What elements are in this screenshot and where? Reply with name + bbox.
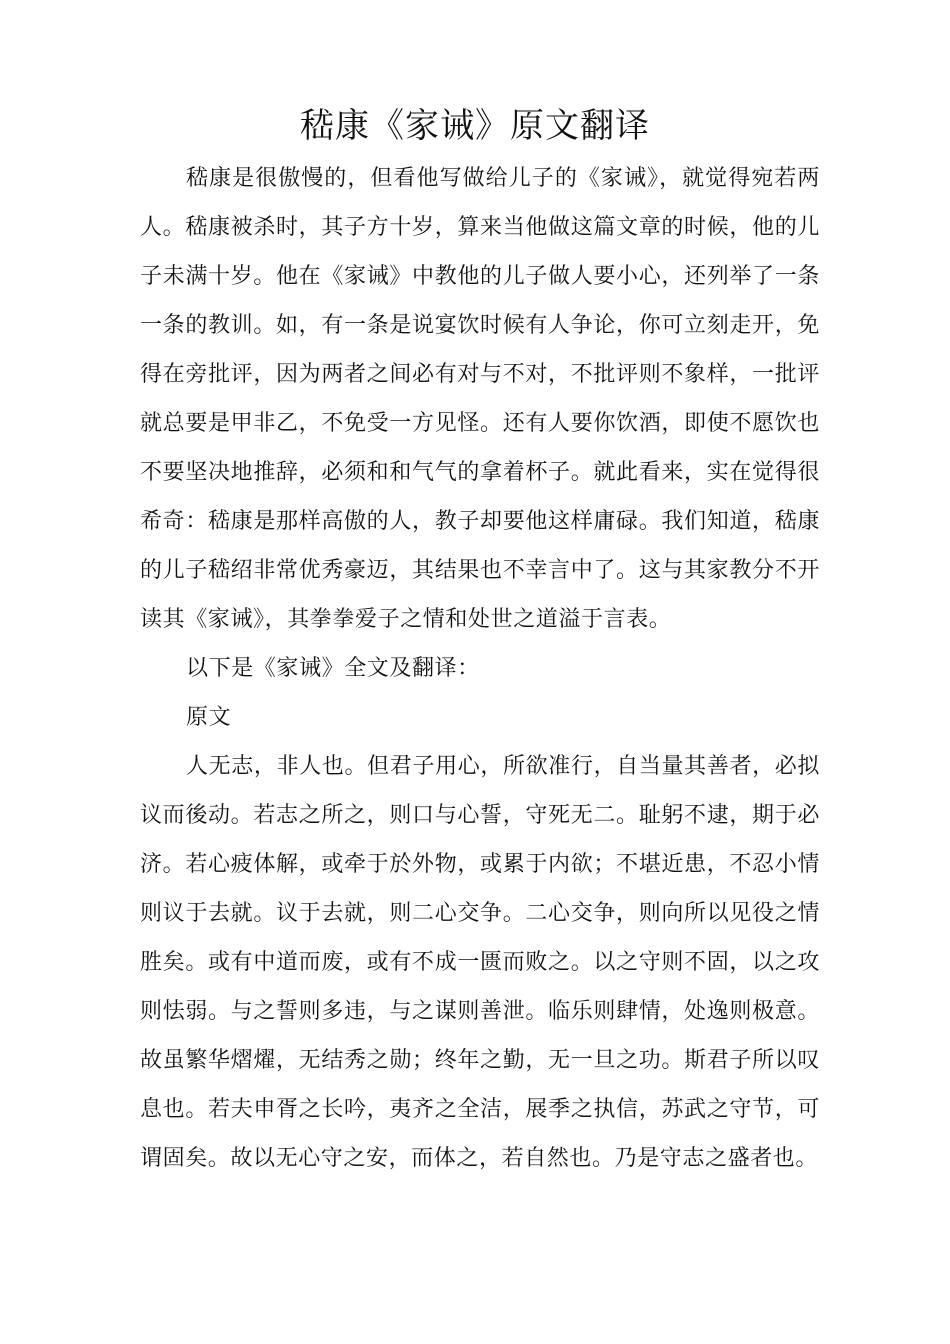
intro-paragraph: 嵇康是很傲慢的，但看他写做给儿子的《家诫》，就觉得宛若两人。嵇康被杀时，其子方十岁，算来当他做这篇文章的时候，他的儿子未满十岁。他在《家诫》中教他的儿子做人要小心，还列举了一条一条的教训。如，有一条是说宴饮时候有人争论，你可立刻走开，免得在旁批评，因为两者之间必有对与不对，不批评则不象样，一批评就总要是甲非乙，不免受一方见怪。还有人要你饮酒，即使不愿饮也不要坚决地推辞，必须和和气气的拿着杯子。就此看来，实在觉得很希奇：嵇康是那样高傲的人，教子却要他这样庸碌。我们知道，嵇康的儿子嵇绍非常优秀豪迈，其结果也不幸言中了。这与其家教分不开读其《家诫》，其拳拳爱子之情和处世之道溢于言表。: [140, 166, 820, 632]
original-text-paragraph: 人无志，非人也。但君子用心，所欲准行，自当量其善者，必拟议而後动。若志之所之，则口与心誓，守死无二。耻躬不逮，期于必济。若心疲体解，或牵于於外物，或累于内欲；不堪近患，不忍小情则议于去就。议于去就，则二心交争。二心交争，则向所以见役之情胜矣。或有中道而废，或有不成一匮而败之。以之守则不固，以之攻则怯弱。与之誓则多违，与之谋则善泄。临乐则肆情，处逸则极意。故虽繁华熠燿，无结秀之勋；终年之勤，无一旦之功。斯君子所以叹息也。若夫申胥之长吟，夷齐之全洁，展季之执信，苏武之守节，可谓固矣。故以无心守之安，而体之，若自然也。乃是守志之盛者也。: [140, 754, 820, 1171]
document-body: [140, 154, 820, 1183]
translation-heading-line: 以下是《家诫》全文及翻译：: [186, 656, 480, 681]
document-title: 嵇康《家诫》原文翻译: [300, 106, 650, 146]
original-text-label: 原文: [186, 705, 232, 730]
